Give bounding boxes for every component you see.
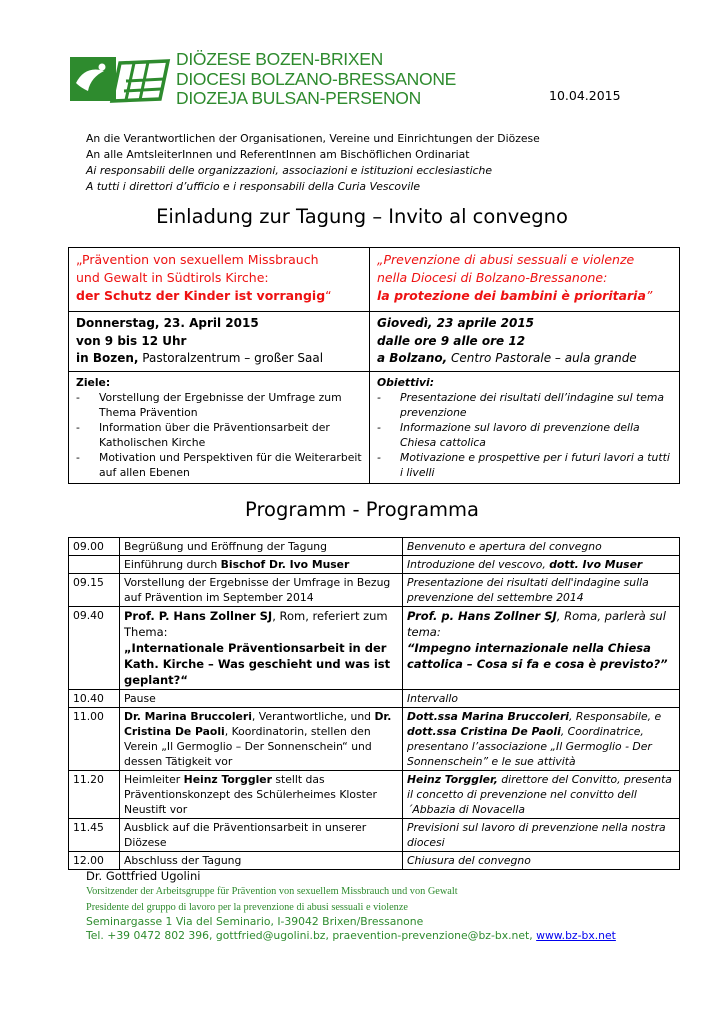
goal-item: - Informazione sul lavoro di prevenzione della Chiesa cattolica (377, 420, 672, 450)
invitation-table (68, 247, 680, 484)
table-row: 09.40 Prof. P. Hans Zollner SJ, Rom, referiert zum Thema: „Internationale Präventionsarbeit in der Kath. Kirche – Was geschieht und was ist geplant?“ Prof. p. Hans Zollner SJ, Roma, parlerà sul tema: “Impegno internazionale nella Chiesa cattolica – Cosa si fa e cosa è previsto?” (69, 607, 680, 690)
signer-name: Dr. Gottfried Ugolini (86, 869, 201, 883)
recipient-line: Ai responsabili delle organizzazioni, associazioni e istituzioni ecclesiastiche (86, 164, 493, 177)
table-row: 09.00 Begrüßung und Eröffnung der Tagung Benvenuto e apertura del convegno (69, 538, 680, 556)
goals-it: Obiettivi: - Presentazione dei risultati dell’indagine sul tema prevenzione - Informazione sul lavoro di prevenzione della Chiesa cattolica - Motivazione e prospettive per i futuri lavori a tutti i livelli (370, 371, 680, 483)
goal-item: - Motivazione e prospettive per i futuri lavori a tutti i livelli (377, 450, 672, 480)
table-row: 11.45 Ausblick auf die Präventionsarbeit in unserer Diözese Previsioni sul lavoro di prevenzione nella nostra diocesi (69, 819, 680, 852)
program-table (68, 537, 680, 870)
signature-block (86, 868, 616, 943)
letter-date: 10.04.2015 (549, 88, 621, 103)
table-row: 12.00 Abschluss der Tagung Chiusura del convegno (69, 852, 680, 870)
diocese-logo (66, 53, 172, 105)
recipients (86, 131, 540, 195)
signer-role-it: Presidente del gruppo di lavoro per la prevenzione di abusi sessuali e violenze (86, 901, 408, 913)
goal-item: - Motivation und Perspektiven für die Weiterarbeit auf allen Ebenen (76, 450, 362, 480)
website-link[interactable]: www.bz-bx.net (536, 929, 616, 942)
logo-line-lad: DIOZEJA BULSAN-PERSENON (176, 88, 421, 108)
goal-item: - Presentazione dei risultati dell’indagine sul tema prevenzione (377, 390, 672, 420)
topic-it: „Prevenzione di abusi sessuali e violenze nella Diocesi di Bolzano-Bressanone: la protezione dei bambini è prioritaria” (370, 248, 680, 312)
goals-de: Ziele: - Vorstellung der Ergebnisse der Umfrage zum Thema Prävention - Information über die Präventionsarbeit der Katholischen Kirche - Motivation und Perspektiven für die Weiterarbeit auf allen Ebenen (69, 371, 370, 483)
diocese-name (176, 50, 456, 109)
logo-line-de: DIÖZESE BOZEN-BRIXEN (176, 49, 383, 69)
table-row: 11.20 Heimleiter Heinz Torggler stellt das Präventionskonzept des Schülerheimes Kloster Neustift vor Heinz Torggler, direttore del Convitto, presenta il concetto di prevenzione nel convitto dell´Abbazia di Novacella (69, 771, 680, 819)
table-row: 10.40 Pause Intervallo (69, 690, 680, 708)
recipient-line: An die Verantwortlichen der Organisationen, Vereine und Einrichtungen der Diözese (86, 132, 540, 145)
postal-address: Seminargasse 1 Via del Seminario, I-39042 Brixen/Bressanone (86, 915, 424, 928)
table-row: 09.15 Vorstellung der Ergebnisse der Umfrage in Bezug auf Prävention im September 2014 Presentazione dei risultati dell'indagine sulla prevenzione del settembre 2014 (69, 574, 680, 607)
table-row: 11.00 Dr. Marina Bruccoleri, Verantwortliche, und Dr. Cristina De Paoli, Koordinatorin, stellen den Verein „Il Germoglio – Der Sonnenschein“ und dessen Tätigkeit vor Dott.ssa Marina Bruccoleri, Responsabile, e dott.ssa Cristina De Paoli, Coordinatrice, presentano l’associazione „Il Germoglio - Der Sonnenschein” e le sue attività (69, 708, 680, 771)
contact-line: Tel. +39 0472 802 396, gottfried@ugolini.bz, praevention-prevenzione@bz-bx.net, www.bz-bx.net (86, 929, 616, 942)
recipient-line: An alle AmtsleiterInnen und ReferentInnen am Bischöflichen Ordinariat (86, 148, 470, 161)
signer-role-de: Vorsitzender der Arbeitsgruppe für Prävention von sexuellem Missbrauch und von Gewalt (86, 886, 458, 897)
logo-line-it: DIOCESI BOLZANO-BRESSANONE (176, 68, 457, 89)
program-title: Programm - Programma (245, 498, 479, 521)
goal-item: - Information über die Präventionsarbeit der Katholischen Kirche (76, 420, 362, 450)
when-where-de: Donnerstag, 23. April 2015 von 9 bis 12 Uhr in Bozen, Pastoralzentrum – großer Saal (69, 312, 370, 372)
topic-de: „Prävention von sexuellem Missbrauch und Gewalt in Südtirols Kirche: der Schutz der Kinder ist vorrangig“ (69, 248, 370, 312)
when-where-it: Giovedì, 23 aprile 2015 dalle ore 9 alle ore 12 a Bolzano, Centro Pastorale – aula grande (370, 312, 680, 372)
goal-item: - Vorstellung der Ergebnisse der Umfrage zum Thema Prävention (76, 390, 362, 420)
table-row: Einführung durch Bischof Dr. Ivo Muser Introduzione del vescovo, dott. Ivo Muser (69, 556, 680, 574)
recipient-line: A tutti i direttori d’ufficio e i responsabili della Curia Vescovile (86, 180, 421, 193)
invitation-title: Einladung zur Tagung – Invito al convegno (156, 205, 568, 228)
